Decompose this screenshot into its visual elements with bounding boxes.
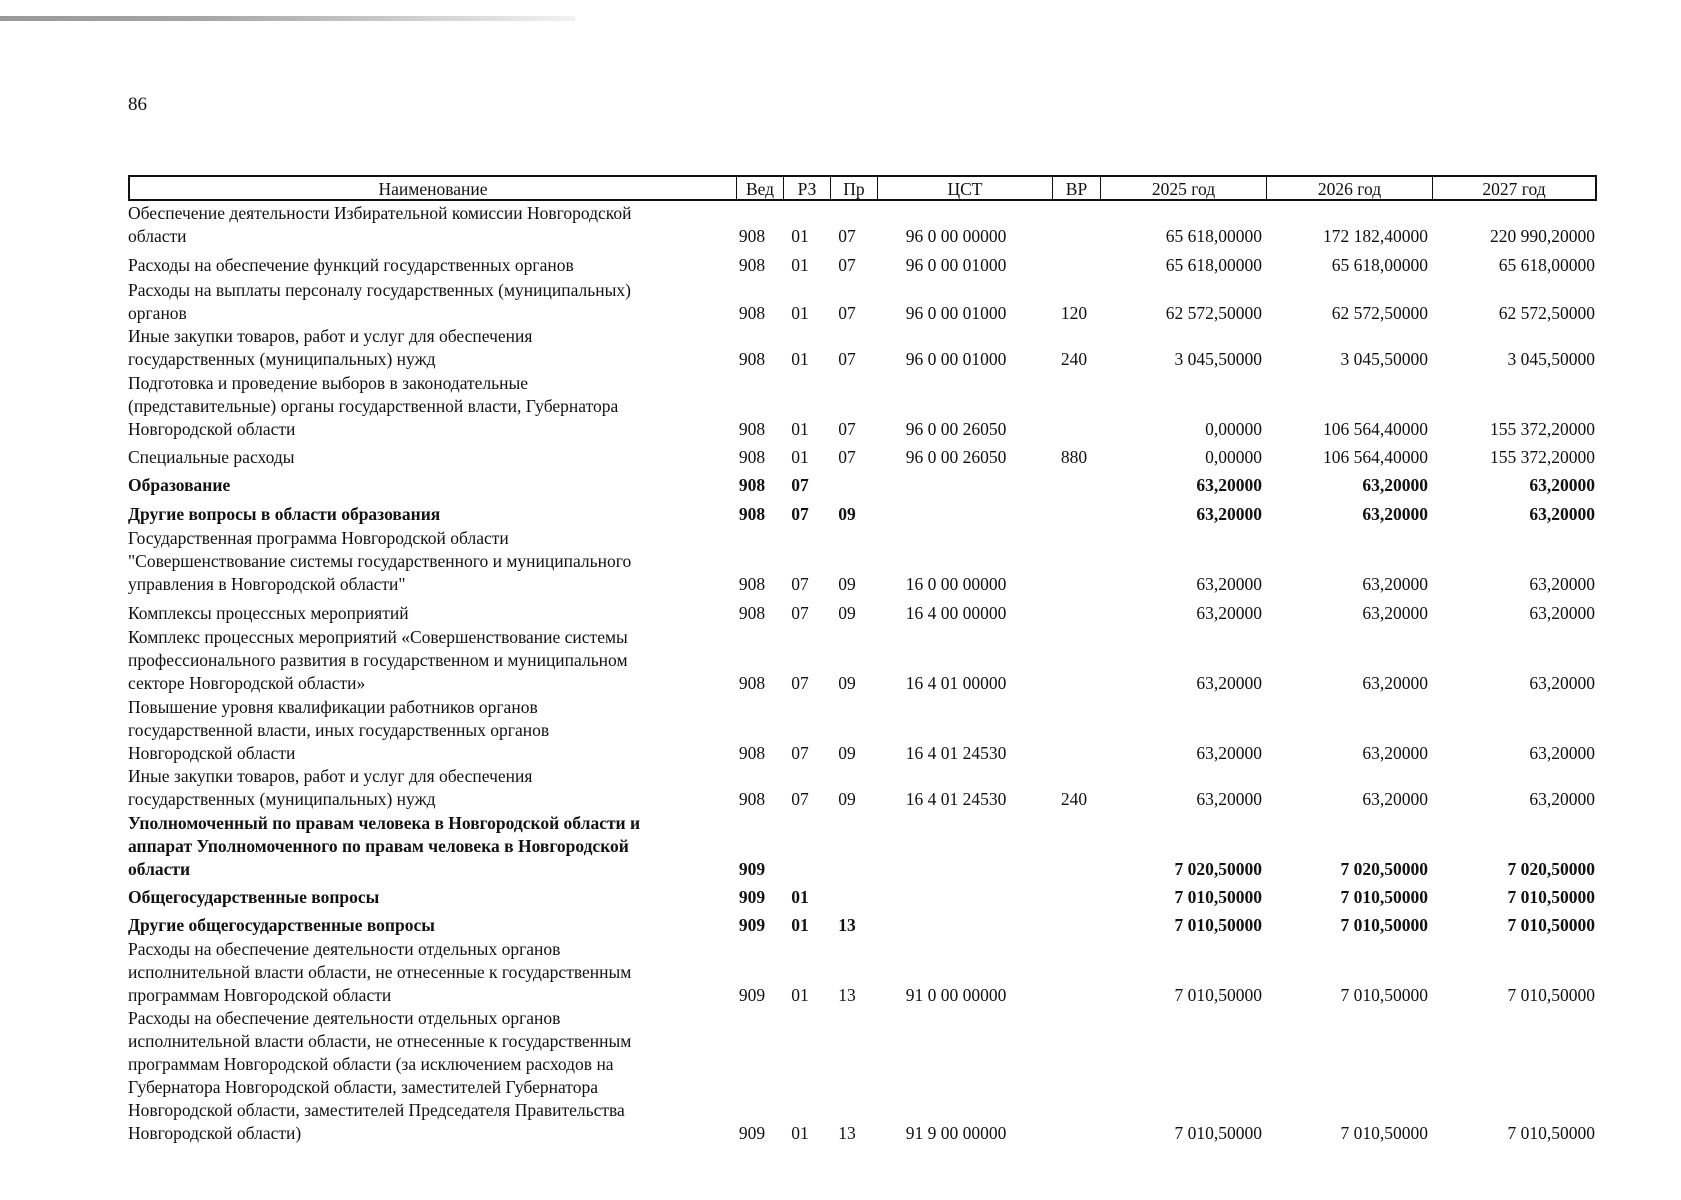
row-ved: 908 (738, 673, 766, 693)
header-2026: 2026 год (1267, 177, 1433, 199)
row-name-line: Другие вопросы в области образования (128, 504, 441, 524)
row-ved: 909 (738, 1123, 766, 1143)
row-ved: 908 (738, 349, 766, 369)
row-rz: 01 (791, 915, 809, 935)
row-name-line: Расходы на выплаты персоналу государственных (муниципальных) (128, 280, 631, 300)
row-2027: 63,20000 (1529, 574, 1595, 594)
row-2026: 63,20000 (1362, 574, 1428, 594)
row-ved: 909 (738, 915, 766, 935)
row-rz: 07 (791, 504, 809, 524)
row-2027: 7 010,50000 (1507, 1123, 1595, 1143)
row-name-line: государственной власти, иных государственных органов (128, 720, 550, 740)
row-ved: 908 (738, 226, 766, 246)
row-cst: 96 0 00 00000 (905, 226, 1007, 246)
row-2025: 63,20000 (1196, 504, 1262, 524)
row-ved: 908 (738, 504, 766, 524)
row-2025: 65 618,00000 (1165, 255, 1262, 275)
row-2026: 63,20000 (1362, 504, 1428, 524)
row-pr: 07 (838, 226, 856, 246)
row-name-line: Расходы на обеспечение деятельности отдельных органов (128, 1008, 561, 1028)
row-pr: 09 (838, 574, 856, 594)
row-rz: 07 (791, 673, 809, 693)
row-2025: 63,20000 (1196, 603, 1262, 623)
header-2027: 2027 год (1482, 179, 1546, 199)
row-pr: 09 (838, 504, 856, 524)
row-2027: 63,20000 (1529, 673, 1595, 693)
row-2026: 63,20000 (1362, 789, 1428, 809)
row-2025: 63,20000 (1196, 673, 1262, 693)
row-2027: 7 020,50000 (1507, 859, 1595, 879)
row-rz: 07 (791, 743, 809, 763)
row-name-line: государственных (муниципальных) нужд (128, 789, 436, 809)
row-name-line: Новгородской области) (128, 1123, 302, 1143)
row-rz: 01 (791, 303, 809, 323)
row-2025: 63,20000 (1196, 743, 1262, 763)
row-cst: 91 0 00 00000 (905, 985, 1007, 1005)
row-2025: 63,20000 (1196, 574, 1262, 594)
row-2025: 63,20000 (1196, 789, 1262, 809)
row-name-line: органов (128, 303, 187, 323)
row-cst: 91 9 00 00000 (905, 1123, 1007, 1143)
row-2025: 7 010,50000 (1174, 915, 1262, 935)
row-ved: 908 (738, 303, 766, 323)
row-name-line: профессионального развития в государственном и муниципальном (128, 650, 628, 670)
row-name-line: Подготовка и проведение выборов в законодательные (128, 373, 529, 393)
row-2027: 155 372,20000 (1490, 419, 1595, 439)
row-name-line: исполнительной власти области, не отнесенные к государственным (128, 1031, 632, 1051)
row-2025: 63,20000 (1196, 475, 1262, 495)
row-vr: 880 (1060, 447, 1088, 467)
row-name-line: программам Новгородской области (128, 985, 392, 1005)
row-2026: 65 618,00000 (1331, 255, 1428, 275)
row-name-line: программам Новгородской области (за исключением расходов на (128, 1054, 614, 1074)
row-2025: 3 045,50000 (1174, 349, 1262, 369)
row-cst: 16 4 01 24530 (905, 789, 1007, 809)
row-ved: 908 (738, 475, 766, 495)
page-number: 86 (128, 94, 147, 115)
row-rz: 01 (791, 985, 809, 1005)
row-cst: 96 0 00 01000 (905, 303, 1007, 323)
row-pr: 09 (838, 743, 856, 763)
row-2026: 62 572,50000 (1331, 303, 1428, 323)
header-rz: РЗ (784, 177, 831, 199)
row-name-line: области (128, 226, 187, 246)
row-2026: 172 182,40000 (1323, 226, 1428, 246)
row-name (128, 1007, 728, 1145)
header-2025: 2025 год (1101, 177, 1267, 199)
row-2026: 63,20000 (1362, 743, 1428, 763)
row-rz: 01 (791, 887, 809, 907)
row-name-line: "Совершенствование системы государственного и муниципального (128, 551, 632, 571)
row-name-line: Комплекс процессных мероприятий «Совершенствование системы (128, 627, 628, 647)
row-name-line: Уполномоченный по правам человека в Новгородской области и (128, 813, 641, 833)
row-rz: 07 (791, 789, 809, 809)
row-ved: 908 (738, 603, 766, 623)
row-name-line: Иные закупки товаров, работ и услуг для обеспечения (128, 326, 533, 346)
row-2027: 63,20000 (1529, 743, 1595, 763)
row-name-line: аппарат Уполномоченного по правам человека в Новгородской (128, 836, 629, 856)
row-pr: 07 (838, 303, 856, 323)
row-name-line: Новгородской области (128, 419, 296, 439)
row-ved: 908 (738, 419, 766, 439)
row-cst: 16 0 00 00000 (905, 574, 1007, 594)
row-2027: 220 990,20000 (1490, 226, 1595, 246)
row-vr: 120 (1060, 303, 1088, 323)
row-vr: 240 (1060, 789, 1088, 809)
row-cst: 16 4 01 24530 (905, 743, 1007, 763)
row-2025: 7 010,50000 (1174, 1123, 1262, 1143)
row-2027: 63,20000 (1529, 789, 1595, 809)
row-cst: 16 4 00 00000 (905, 603, 1007, 623)
row-2026: 106 564,40000 (1323, 419, 1428, 439)
row-2025: 0,00000 (1205, 419, 1262, 439)
row-pr: 13 (838, 985, 856, 1005)
row-name-line: управления в Новгородской области" (128, 574, 406, 594)
row-rz: 01 (791, 1123, 809, 1143)
row-name-line: Расходы на обеспечение деятельности отдельных органов (128, 939, 561, 959)
row-2025: 62 572,50000 (1165, 303, 1262, 323)
row-2025: 7 010,50000 (1174, 985, 1262, 1005)
row-name-line: Специальные расходы (128, 447, 295, 467)
row-pr: 13 (838, 1123, 856, 1143)
row-ved: 908 (738, 743, 766, 763)
row-pr: 07 (838, 255, 856, 275)
row-name-line: государственных (муниципальных) нужд (128, 349, 436, 369)
row-pr: 07 (838, 419, 856, 439)
row-cst: 96 0 00 01000 (905, 255, 1007, 275)
row-ved: 908 (738, 255, 766, 275)
row-2025: 0,00000 (1205, 447, 1262, 467)
row-2026: 7 010,50000 (1340, 1123, 1428, 1143)
row-2027: 62 572,50000 (1498, 303, 1595, 323)
row-rz: 07 (791, 475, 809, 495)
row-2027: 63,20000 (1529, 603, 1595, 623)
row-2026: 63,20000 (1362, 603, 1428, 623)
row-ved: 908 (738, 789, 766, 809)
row-name-line: секторе Новгородской области» (128, 673, 366, 693)
row-name-line: (представительные) органы государственной власти, Губернатора (128, 396, 619, 416)
row-ved: 908 (738, 574, 766, 594)
row-2027: 155 372,20000 (1490, 447, 1595, 467)
row-name-line: Другие общегосударственные вопросы (128, 915, 435, 935)
row-2027: 63,20000 (1529, 504, 1595, 524)
row-name-line: Расходы на обеспечение функций государственных органов (128, 255, 574, 275)
row-rz: 01 (791, 349, 809, 369)
row-name-line: Государственная программа Новгородской области (128, 528, 509, 548)
row-cst: 96 0 00 01000 (905, 349, 1007, 369)
row-name-line: Иные закупки товаров, работ и услуг для обеспечения (128, 766, 533, 786)
row-name-line: Общегосударственные вопросы (128, 887, 380, 907)
row-name-line: исполнительной власти области, не отнесенные к государственным (128, 962, 632, 982)
row-2026: 7 020,50000 (1340, 859, 1428, 879)
row-pr: 13 (838, 915, 856, 935)
row-2025: 7 010,50000 (1174, 887, 1262, 907)
row-name-line: Новгородской области (128, 743, 296, 763)
row-ved: 909 (738, 859, 766, 879)
header-pr: Пр (831, 177, 878, 199)
row-2026: 63,20000 (1362, 475, 1428, 495)
row-cst: 96 0 00 26050 (905, 419, 1007, 439)
row-rz: 01 (791, 447, 809, 467)
row-pr: 09 (838, 673, 856, 693)
row-ved: 909 (738, 985, 766, 1005)
row-rz: 01 (791, 255, 809, 275)
row-2026: 3 045,50000 (1340, 349, 1428, 369)
row-2026: 7 010,50000 (1340, 915, 1428, 935)
row-rz: 07 (791, 574, 809, 594)
row-pr: 09 (838, 789, 856, 809)
row-cst: 96 0 00 26050 (905, 447, 1007, 467)
row-pr: 07 (838, 349, 856, 369)
row-2027: 3 045,50000 (1507, 349, 1595, 369)
row-name-line: Комплексы процессных мероприятий (128, 603, 409, 623)
row-name-line: Новгородской области, заместителей Председателя Правительства (128, 1100, 625, 1120)
row-rz: 01 (791, 226, 809, 246)
row-ved: 908 (738, 447, 766, 467)
row-name-line: Повышение уровня квалификации работников органов (128, 697, 538, 717)
row-pr: 09 (838, 603, 856, 623)
row-2027: 7 010,50000 (1507, 985, 1595, 1005)
header-cst: ЦСТ (878, 177, 1053, 199)
row-name-line: Образование (128, 475, 231, 495)
row-2025: 65 618,00000 (1165, 226, 1262, 246)
row-2027: 63,20000 (1529, 475, 1595, 495)
header-name: Наименование (130, 177, 737, 199)
row-name-line: Губернатора Новгородской области, заместителей Губернатора (128, 1077, 598, 1097)
row-rz: 01 (791, 419, 809, 439)
row-2026: 106 564,40000 (1323, 447, 1428, 467)
row-2027: 7 010,50000 (1507, 887, 1595, 907)
row-2026: 63,20000 (1362, 673, 1428, 693)
row-name-line: области (128, 859, 191, 879)
row-2026: 7 010,50000 (1340, 985, 1428, 1005)
row-rz: 07 (791, 603, 809, 623)
row-vr: 240 (1060, 349, 1088, 369)
row-cst: 16 4 01 00000 (905, 673, 1007, 693)
row-ved: 909 (738, 887, 766, 907)
row-pr: 07 (838, 447, 856, 467)
row-2027: 7 010,50000 (1507, 915, 1595, 935)
header-vr: ВР (1053, 177, 1101, 199)
header-ved: Вед (737, 177, 784, 199)
row-name-line: Обеспечение деятельности Избирательной комиссии Новгородской (128, 203, 632, 223)
row-2027: 65 618,00000 (1498, 255, 1595, 275)
row-2026: 7 010,50000 (1340, 887, 1428, 907)
row-2025: 7 020,50000 (1174, 859, 1262, 879)
